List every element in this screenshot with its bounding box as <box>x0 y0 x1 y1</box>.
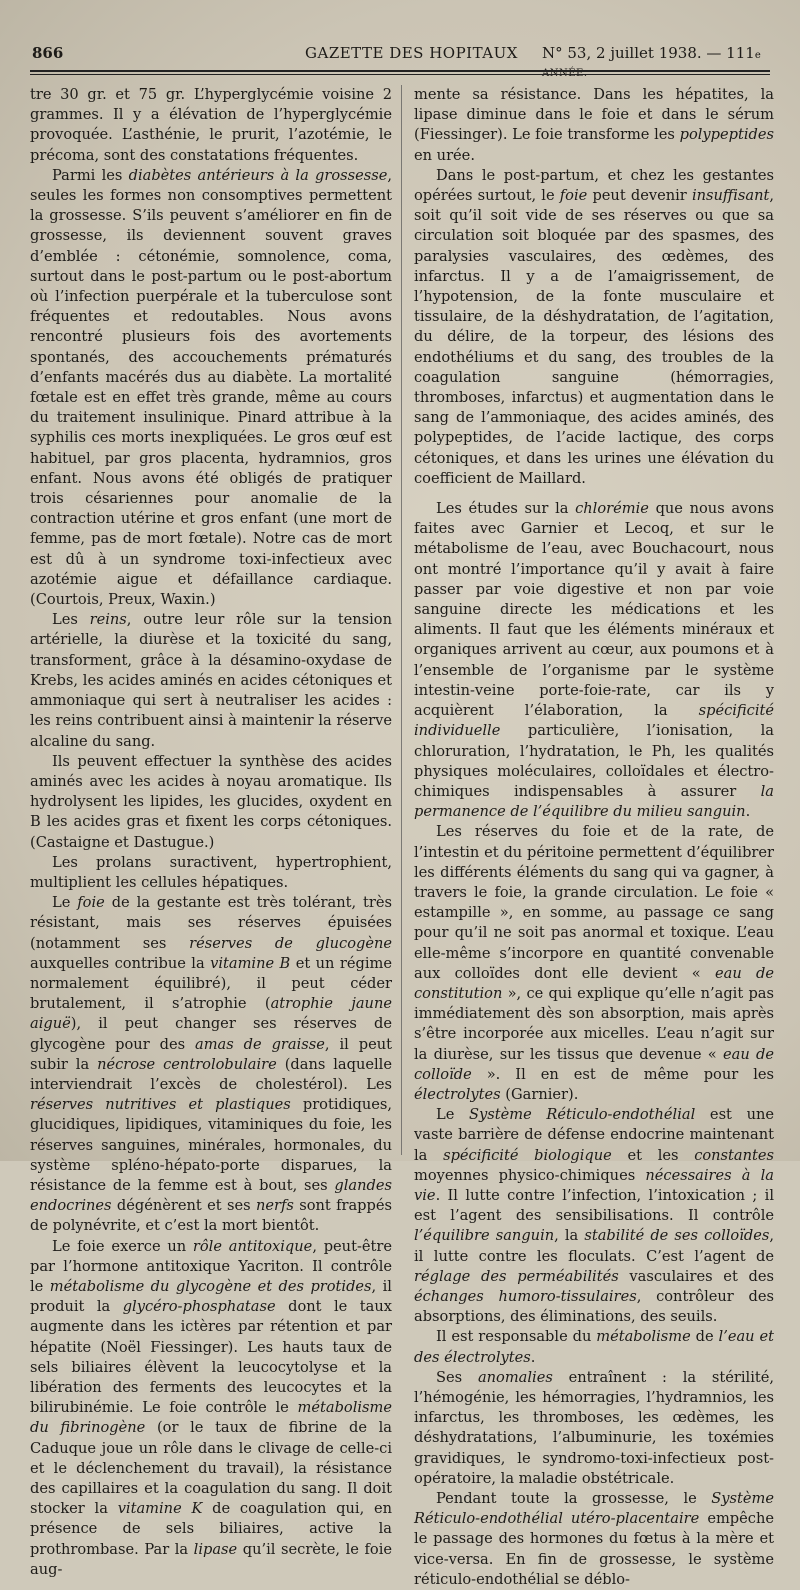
italic-text: diabètes antérieurs à la grossesse <box>128 166 388 184</box>
text: peut devenir <box>587 187 692 205</box>
paragraph <box>414 1105 774 1327</box>
text: , la <box>554 1227 585 1245</box>
text: Les études sur la <box>436 500 576 518</box>
page-header <box>30 40 770 79</box>
page-number: 866 <box>32 44 64 62</box>
italic-text: électrolytes <box>414 1085 501 1103</box>
text: Les réserves du foie et de la rate, de l’intestin et du péritoine permettent d’équilibrer les différents éléments du sang qui va gagner, à travers le foie, la grande circulation. Le foie « estampille », en somme, au passage ce sang pour qu’il ne soit pas anormal et toxique. L’eau elle-même s’incorpore en quantité convenable aux colloïdes dont elle devient « <box>414 823 774 982</box>
text: », ce qui explique qu’elle n’agit pas immédiatement dès son absorption, mais après s’être incorporée aux micelles. L’eau n’agit sur la diurèse, sur les tissus que devenue « <box>414 984 774 1063</box>
paragraph <box>30 85 392 166</box>
text: entraînent : la stérilité, l’hémogénie, les hémorragies, l’hydramnios, les infarctus, les thromboses, les œdèmes, les déshydratations, l’albuminurie, les toxémies gravidiques, le syndromo-toxi-infectieux post-opératoire, la maladie obstétricale. <box>414 1368 774 1487</box>
italic-text: métabolisme du fibrinogène <box>30 1399 392 1437</box>
issue-main: N° 53, 2 juillet 1938. — 111 <box>542 44 755 62</box>
text: de <box>690 1328 719 1346</box>
italic-text: métabolisme <box>596 1328 691 1346</box>
paragraph <box>414 499 774 822</box>
text: auxquelles contribue la <box>30 954 211 972</box>
italic-text: stabilité de ses colloïdes <box>584 1227 770 1245</box>
italic-text: reins <box>89 611 127 629</box>
journal-title: GAZETTE DES HOPITAUX <box>305 44 518 62</box>
text: tre 30 gr. et 75 gr. L’hyperglycémie voisine 2 grammes. Il y a élévation de l’hyperglycémie provoquée. L’asthénie, le prurit, l’azotémie, le précoma, sont des constatations fréquentes. <box>30 86 392 164</box>
paragraph <box>30 853 392 893</box>
italic-text: réserves de glucogène <box>189 934 392 952</box>
text: de la gestante est très tolérant, très résistant, mais ses réserves épuisées (notamment ses <box>30 894 392 952</box>
italic-text: Système Réticulo-endothélial utéro-placentaire <box>414 1490 774 1528</box>
issue-suffix: e ANNÉE. <box>542 50 762 79</box>
text: . Il lutte contre l’infection, l’intoxication ; il est l’agent des sensibilisations. Il contrôle <box>414 1186 774 1225</box>
text: , il produit la <box>30 1277 392 1316</box>
text: , seules les formes non consomptives permettent la grossesse. S’ils peuvent s’améliorer en fin de grossesse, ils deviennent souvent graves d’emblée : cétonémie, somnolence, coma, surtout dans le post-partum ou le post-abortum où l’infection puerpérale et la tuberculose sont fréquentes et redoutables. Nous avons rencontré plusieurs fois des avortements spontanés, des accouchements prématurés d’enfants macérés dus au diabète. La mortalité fœtale est en effet très grande, même au cours du traitement insulinique. Pinard attribue à la syphilis ces morts inexpliquées. Le gros œuf est habituel, par gros placenta, hydramnios, gros enfant. Nous avons été obligés de pratiquer trois césariennes pour anomalie de la contraction utérine et gros enfant (une mort de femme, pas de mort fœtale). Notre cas de mort est dû à un syndrome toxi-infectieux avec azotémie aigue et défaillance cardiaque. (Courtois, Preux, Waxin.) <box>30 166 392 609</box>
italic-text: chlorémie <box>575 500 649 518</box>
text: qu’il secrète, le foie aug- <box>30 1540 392 1578</box>
italic-text: eau de constitution <box>414 964 774 1002</box>
italic-text: glycéro-phosphatase <box>122 1298 276 1316</box>
italic-text: polypeptides <box>679 126 774 144</box>
text: , il lutte contre les floculats. C’est l’agent de <box>414 1227 774 1265</box>
text: . <box>530 1348 536 1366</box>
text: , il peut subir la <box>30 1035 392 1073</box>
right-column <box>414 85 775 1588</box>
italic-text: métabolisme du glycogène et des protides <box>49 1277 372 1295</box>
text: , outre leur rôle sur la tension artérielle, la diurèse et la toxicité du sang, transforment, grâce à la désamino-oxydase de Krebs, les acides aminés en acides cétoniques et ammoniaque qui sert à neutraliser les acides : les reins contribuent ainsi à maintenir la réserve alcaline du sang. <box>30 611 392 750</box>
text: particulière, l’ionisation, la chloruration, l’hydratation, le Ph, les qualités physiques moléculaires, colloïdales et électro-chimiques indispensables à assurer <box>414 722 774 800</box>
italic-text: réserves nutritives et plastiques <box>30 1096 291 1114</box>
text: et les <box>611 1146 695 1164</box>
header-rule-thin <box>30 74 770 75</box>
italic-text: nécrose centrolobulaire <box>97 1055 277 1073</box>
text: ». Il en est de même pour les <box>471 1065 774 1083</box>
italic-text: la permanence de l’équilibre du milieu sanguin <box>414 782 774 821</box>
italic-text: réglage des perméabilités <box>414 1267 619 1285</box>
italic-text: insuffisant <box>691 187 770 205</box>
text: (dans laquelle interviendrait l’excès de cholestérol). Les <box>30 1055 392 1093</box>
text: moyennes physico-chimiques <box>414 1166 646 1184</box>
text: Le <box>52 894 78 912</box>
italic-text: l’équilibre sanguin <box>414 1227 555 1245</box>
italic-text: foie <box>559 187 588 205</box>
text: Ils peuvent effectuer la synthèse des acides aminés avec les acides à noyau aromatique. Ils hydrolysent les lipides, les glucides, oxydent en B les acides gras et fixent les corps cétoniques. (Castaigne et Dastugue.) <box>30 752 392 851</box>
italic-text: constantes <box>694 1146 774 1164</box>
text: est une vaste barrière de défense endocrine maintenant la <box>414 1106 775 1164</box>
italic-text: spécificité individuelle <box>414 702 774 740</box>
text: Le <box>436 1106 469 1124</box>
italic-text: vitamine K <box>117 1500 203 1518</box>
paragraph <box>414 1489 774 1590</box>
left-column <box>30 85 393 1578</box>
italic-text: atrophie jaune aiguë <box>30 995 392 1033</box>
text: en urée. <box>414 146 475 164</box>
italic-text: lipase <box>193 1540 238 1558</box>
italic-text: Système Réticulo-endothélial <box>469 1106 696 1124</box>
paragraph <box>414 166 774 489</box>
paragraph <box>414 1327 774 1367</box>
text: dont le taux augmente dans les ictères par rétention et par hépatite (Noël Fiessinger). Les hauts taux de sels biliaires élèvent la leucocytolyse et la libération des ferments des leucocytes et la bilirubinémie. Le foie contrôle le <box>30 1298 392 1417</box>
text: empêche le passage des hormones du fœtus à la mère et vice-versa. En fin de grossesse, le système réticulo-endothélial se déblo- <box>414 1510 774 1588</box>
paragraph <box>30 166 392 610</box>
text: , peut-être par l’hormone antitoxique Yacriton. Il contrôle le <box>30 1237 392 1295</box>
text: Le foie exerce un <box>52 1237 193 1255</box>
italic-text: glandes endocrines <box>30 1176 392 1215</box>
header-rule-thick <box>30 70 770 72</box>
text: dégénèrent et ses <box>111 1197 256 1215</box>
text: ), il peut changer ses réserves de glycogène pour des <box>30 1015 392 1053</box>
text: . <box>745 803 751 821</box>
italic-text: rôle antitoxique <box>192 1237 313 1255</box>
paragraph <box>30 610 392 751</box>
text: Parmi les <box>52 166 129 184</box>
text: de coagulation qui, en présence de sels biliaires, active la prothrombase. Par la <box>30 1500 393 1558</box>
text: Il est responsable du <box>436 1328 597 1346</box>
text: sont frappés de polynévrite, et c’est la mort bientôt. <box>30 1197 392 1235</box>
text: , soit qu’il soit vide de ses réserves ou que sa circulation soit bloquée par des spasmes, des paralysies vasculaires, des œdèmes, des infarctus. Il y a de l’amaigrissement, de l’hypotension, de la fonte musculaire et tissulaire, de la déshydratation, de l’agitation, du délire, de la torpeur, des lésions des endothéliums et du sang, des troubles de la coagulation sanguine (hémorragies, thromboses, infarctus) et augmentation dans le sang de l’ammoniaque, des acides aminés, des polypeptides, de l’acide lactique, des corps cétoniques, et dans les urines une élévation du coefficient de Maillard. <box>414 187 774 487</box>
text: que nous avons faites avec Garnier et Lecoq, et sur le métabolisme de l’eau, avec Bouchacourt, nous ont montré l’importance qu’il y avait à faire passer par voie digestive et non par voie sanguine directe les médications et les aliments. Il faut que les éléments minéraux et organiques arrivent au cœur, aux poumons et à l’ensemble de l’organisme par le système intestin-veine porte-foie-rate, car ils y acquièrent l’élaboration, la <box>414 500 774 720</box>
text: et un régime normalement équilibré), il peut céder brutalement, il s’atrophie ( <box>30 954 392 1013</box>
text: protidiques, glucidiques, lipidiques, vitaminiques du foie, les réserves sanguines, minérales, hormonales, du système spléno-hépato-porte disparues, la résistance de la femme est à bout, ses <box>30 1096 392 1194</box>
paragraph <box>30 1237 392 1580</box>
italic-text: anomalies <box>477 1368 553 1386</box>
text: Dans le post-partum, et chez les gestantes opérées surtout, le <box>414 166 774 205</box>
text: , contrôleur des absorptions, des éliminations, des seuils. <box>414 1287 774 1326</box>
text: Pendant toute la grossesse, le <box>436 1490 712 1508</box>
paragraph <box>414 822 774 1105</box>
text: (Garnier). <box>500 1085 579 1103</box>
text: mente sa résistance. Dans les hépatites, la lipase diminue dans le foie et dans le sérum (Fiessinger). Le foie transforme les <box>414 86 774 144</box>
paragraph <box>30 752 392 853</box>
text: Ses <box>436 1368 478 1386</box>
text: vasculaires et des <box>618 1267 775 1285</box>
italic-text: échanges humoro-tissulaires <box>414 1287 637 1305</box>
paragraph <box>414 85 774 166</box>
italic-text: eau de colloïde <box>414 1045 774 1083</box>
text: Les prolans suractivent, hypertrophient, multiplient les cellules hépatiques. <box>30 853 392 891</box>
italic-text: l’eau et des électrolytes <box>414 1328 774 1366</box>
italic-text: vitamine B <box>210 954 291 972</box>
paragraph <box>30 893 392 1236</box>
italic-text: nerfs <box>255 1197 294 1215</box>
column-divider <box>401 85 402 1155</box>
italic-text: amas de graisse <box>195 1035 325 1053</box>
text: Les <box>52 611 90 629</box>
text: (or le taux de fibrine de la Caduque joue un rôle dans le clivage de celle-ci et le déclenchement du travail), la résistance des capillaires et la coagulation du sang. Il doit stocker la <box>30 1419 392 1518</box>
paragraph <box>414 1368 774 1489</box>
italic-text: nécessaires à la vie <box>414 1166 774 1204</box>
italic-text: foie <box>77 894 105 912</box>
italic-text: spécificité biologique <box>443 1146 612 1164</box>
